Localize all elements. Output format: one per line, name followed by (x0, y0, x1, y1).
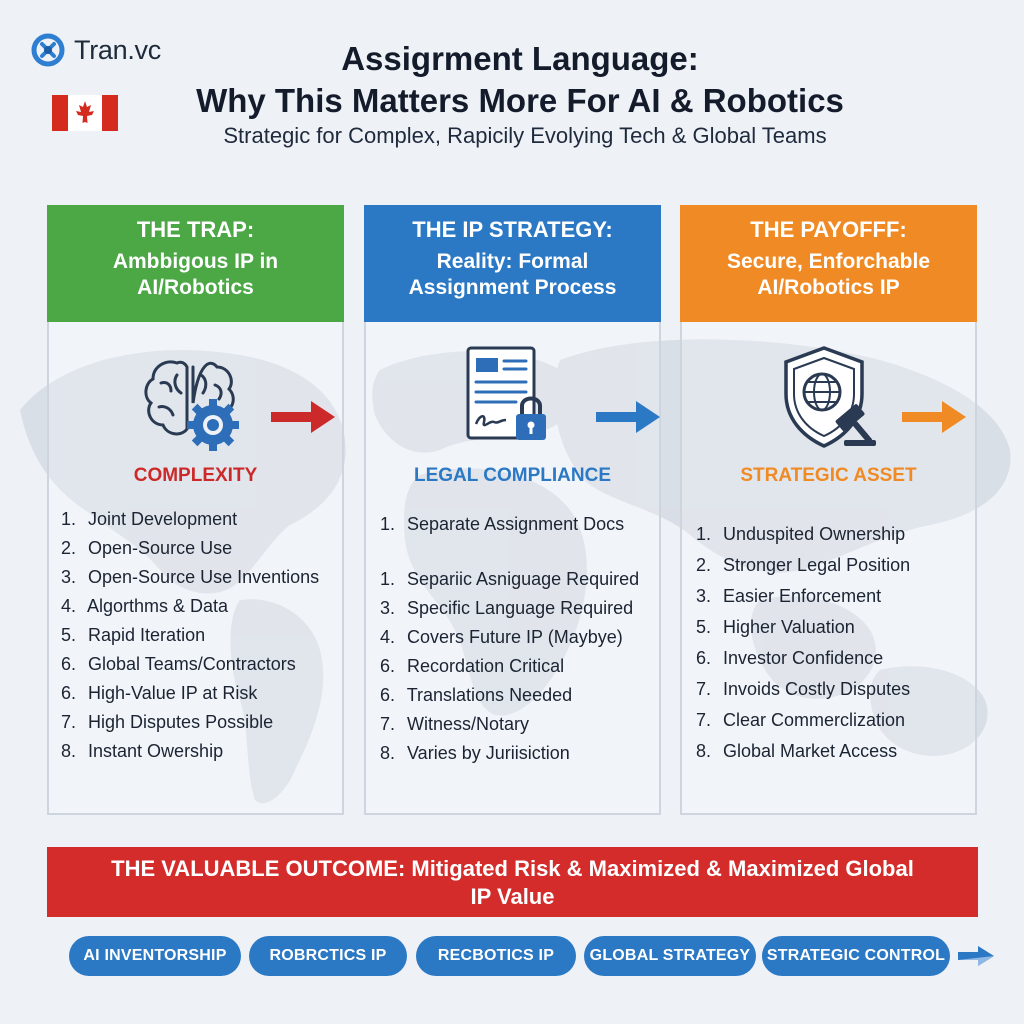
trap-list (61, 505, 319, 766)
list-item: 3. Easier Enforcement (696, 586, 882, 606)
arrow-right-icon (269, 397, 339, 437)
list-item: 7. Clear Commerclization (696, 710, 906, 730)
outcome-line-1: THE VALUABLE OUTCOME: Mitigated Risk & Maximized & Maximized Global (111, 856, 914, 881)
list-item: 1. Separiic Asniguage Required (380, 569, 640, 589)
trap-heading: THE TRAP: (136, 217, 255, 242)
list-item: 7. Invoids Costly Disputes (696, 679, 911, 699)
title-line-1: Assigrment Language: (341, 40, 699, 77)
strategy-column (364, 205, 661, 815)
complexity-label: COMPLEXITY (133, 465, 258, 486)
legal-compliance-label: LEGAL COMPLIANCE (413, 465, 612, 486)
list-item: 1. Separate Assignment Docs (380, 514, 625, 534)
page-subtitle: Strategic for Complex, Rapicily Evolying Tech & Global Teams (223, 123, 827, 148)
list-item: 6. Investor Confidence (696, 648, 884, 668)
arrow-right-icon (900, 397, 970, 437)
tag-global-strategy[interactable]: GLOBAL STRATEGY (584, 936, 756, 976)
payoff-heading: THE PAYOFFF: (750, 217, 907, 242)
arrow-right-icon (594, 397, 664, 437)
title-line-2: Why This Matters More For AI & Robotics (196, 82, 844, 119)
tran-vc-logo-icon (28, 30, 68, 70)
list-item: 2. Stronger Legal Position (696, 555, 911, 575)
list-item: 8. Varies by Juriisiction (380, 743, 570, 763)
tag-strategic-control[interactable]: STRATEGIC CONTROL (762, 936, 950, 976)
list-item: 8. Global Market Access (696, 741, 898, 761)
payoff-subheading: Secure, Enforchable AI/Robotics IP (726, 250, 931, 299)
list-item: 7. High Disputes Possible (61, 712, 274, 732)
list-item: 1. Unduspited Ownership (696, 524, 906, 544)
tag-row (0, 936, 1024, 976)
list-item: 3. Open-Source Use Inventions (61, 567, 320, 587)
outcome-banner (47, 847, 978, 917)
list-item: 6. Translations Needed (380, 685, 573, 705)
trap-column (47, 205, 344, 815)
list-item: 6. High-Value IP at Risk (61, 683, 258, 703)
list-item: 4. Algorthms & Data (61, 596, 229, 616)
trap-subheading: Ambbigous IP in AI/Robotics (112, 250, 279, 299)
tag-robrctics-ip[interactable]: ROBRCTICS IP (249, 936, 407, 976)
list-item: 2. Open-Source Use (61, 538, 233, 558)
tag-recbotics-ip[interactable]: RECBOTICS IP (416, 936, 576, 976)
list-item: 4. Covers Future IP (Maybye) (380, 627, 623, 647)
outcome-line-2: IP Value (470, 884, 555, 909)
list-item: 6. Global Teams/Contractors (61, 654, 296, 674)
strategic-asset-label: STRATEGIC ASSET (740, 465, 917, 486)
list-item: 7. Witness/Notary (380, 714, 530, 734)
payoff-column (680, 205, 977, 815)
list-item: 3. Specific Language Required (380, 598, 634, 618)
arrow-right-icon[interactable] (956, 944, 996, 968)
document-lock-icon (456, 342, 564, 454)
trap-header (47, 205, 344, 322)
strategy-list (380, 510, 639, 768)
logo-text: Tran.vc (74, 34, 161, 65)
brain-gear-icon (137, 345, 245, 453)
list-item: 6. Recordation Critical (380, 656, 565, 676)
shield-globe-gavel-icon (774, 342, 886, 454)
payoff-header (680, 205, 977, 322)
strategy-subheading: Reality: Formal Assignment Process (408, 250, 617, 299)
list-item: 5. Rapid Iteration (61, 625, 206, 645)
strategy-heading: THE IP STRATEGY: (412, 217, 613, 242)
tag-ai-inventorship[interactable]: AI INVENTORSHIP (69, 936, 241, 976)
strategy-header (364, 205, 661, 322)
list-item: 5. Higher Valuation (696, 617, 855, 637)
brand-logo[interactable] (28, 30, 161, 70)
list-item: 8. Instant Owership (61, 741, 224, 761)
canada-flag-icon (52, 95, 118, 131)
payoff-list (696, 519, 910, 767)
page-title (150, 38, 890, 122)
list-item: 1. Joint Development (61, 509, 238, 529)
